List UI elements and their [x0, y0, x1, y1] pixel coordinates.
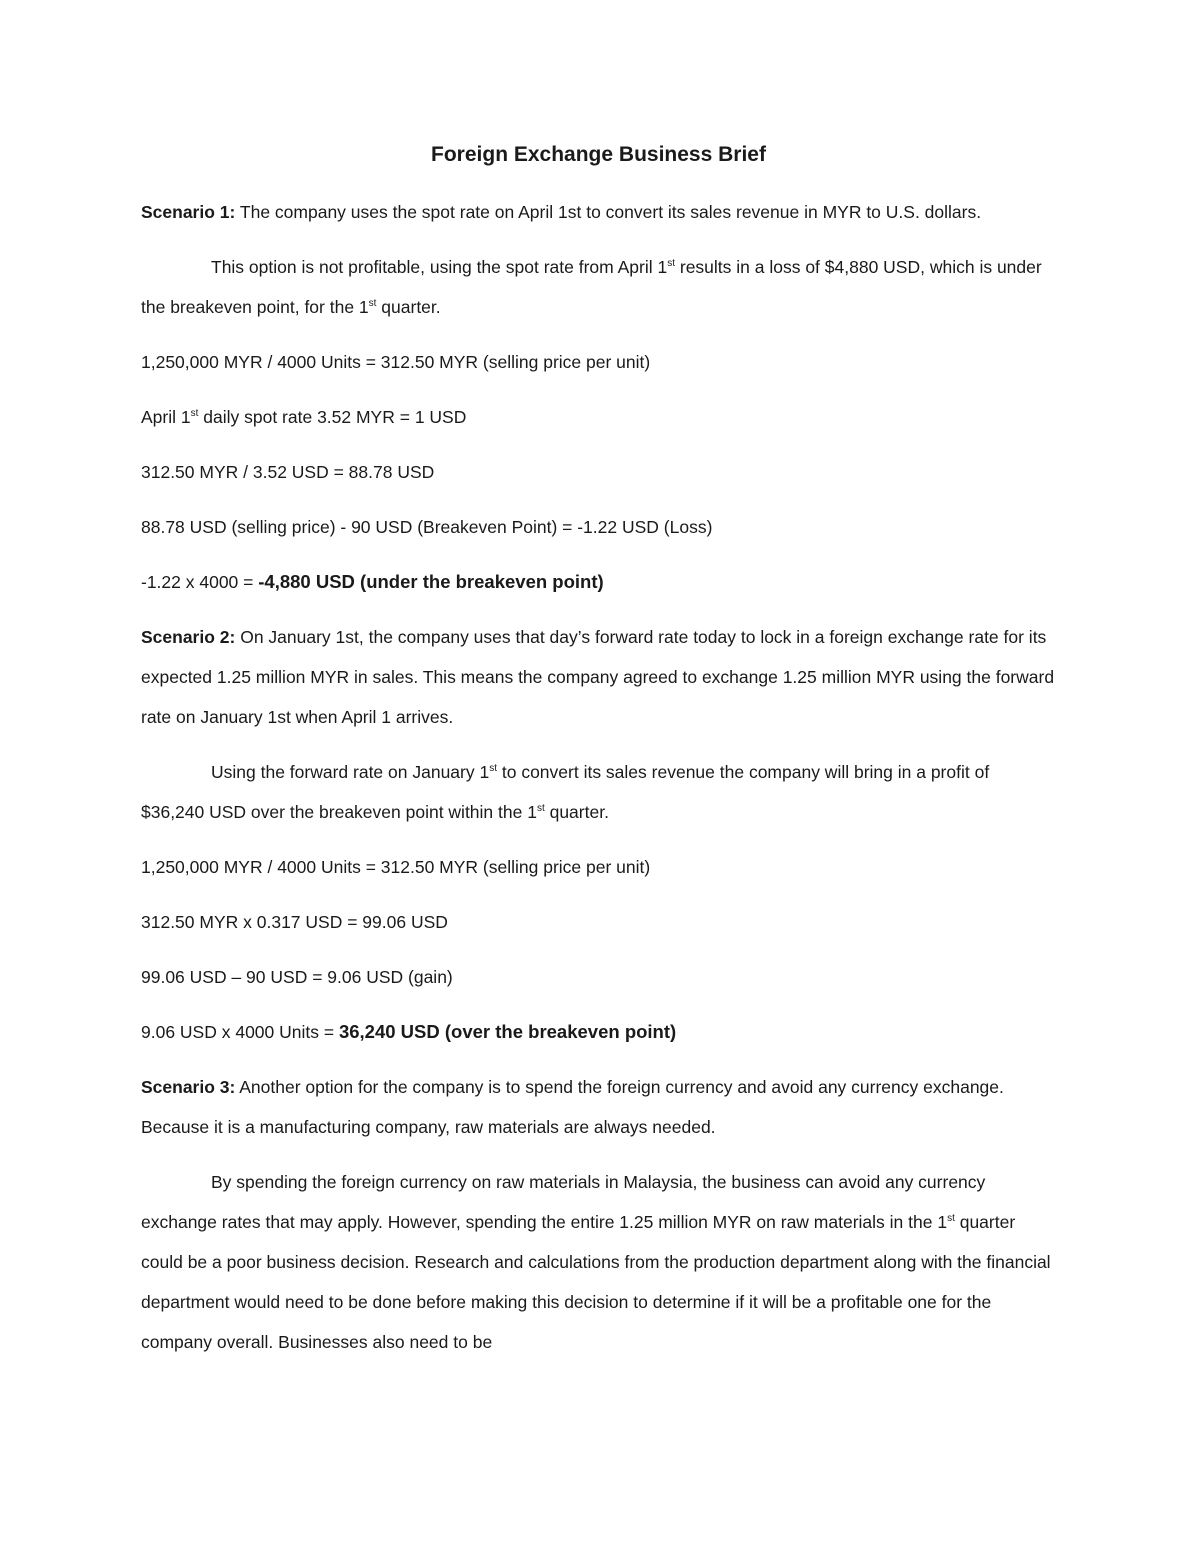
superscript: st [947, 1213, 955, 1225]
scenario-2-text: On January 1st, the company uses that day’s forward rate today to lock in a foreign exchange rate for its expected 1.25 million MYR in sales. This means the company agreed to exchange 1.25 million MYR using the forward rate on January 1st when April 1 arrives. [141, 627, 1055, 727]
scenario-1-calc-5 [141, 562, 1056, 602]
scenario-3-label: Scenario 3: [141, 1077, 236, 1097]
scenario-1-intro [141, 192, 1056, 232]
scenario-2-paragraph-part: quarter. [544, 802, 609, 822]
calc-result: 36,240 USD (over the breakeven point) [338, 1021, 677, 1042]
superscript: st [489, 763, 497, 775]
scenario-1-calc-1: 1,250,000 MYR / 4000 Units = 312.50 MYR (selling price per unit) [141, 352, 651, 372]
document-title: Foreign Exchange Business Brief [431, 143, 766, 166]
calc-part: 9.06 USD x 4000 Units = [141, 1022, 339, 1042]
scenario-1-paragraph [141, 247, 1056, 327]
scenario-1-calc-4: 88.78 USD (selling price) - 90 USD (Breakeven Point) = -1.22 USD (Loss) [141, 517, 713, 537]
scenario-2-calc-2: 312.50 MYR x 0.317 USD = 99.06 USD [141, 912, 448, 932]
scenario-1-label: Scenario 1: [141, 202, 236, 222]
scenario-3-paragraph-part: By spending the foreign currency on raw materials in Malaysia, the business can avoid any currency exchange rates that may apply. However, spending the entire 1.25 million MYR on raw materials in the 1 [141, 1172, 986, 1232]
superscript: st [190, 408, 199, 420]
scenario-2-paragraph-part: to convert its sales revenue the company will bring in a profit of $36,240 USD over the breakeven point within the 1 [141, 762, 990, 822]
scenario-1-paragraph-part: This option is not profitable, using the spot rate from April 1 [211, 257, 668, 277]
calc-part: daily spot rate 3.52 MYR = 1 USD [198, 407, 467, 427]
scenario-3-intro [141, 1067, 1056, 1147]
scenario-1-calc-3: 312.50 MYR / 3.52 USD = 88.78 USD [141, 462, 435, 482]
calc-part: -1.22 x 4000 = [141, 572, 259, 592]
scenario-3-paragraph [141, 1162, 1056, 1362]
superscript: st [667, 258, 675, 270]
superscript: st [536, 803, 545, 815]
scenario-1-text: The company uses the spot rate on April 1st to convert its sales revenue in MYR to U.S. dollars. [235, 202, 982, 222]
scenario-3-paragraph-part: quarter could be a poor business decision. Research and calculations from the production department along with the financial department would need to be done before making this decision to determine if it will be a profitable one for the company overall. Businesses also need to be [141, 1212, 1051, 1352]
scenario-2-label: Scenario 2: [141, 627, 236, 647]
superscript: st [368, 298, 377, 310]
calc-result: -4,880 USD (under the breakeven point) [258, 571, 604, 592]
calc-part: April 1 [141, 407, 191, 427]
scenario-1-paragraph-part: results in a loss of $4,880 USD, which is under the breakeven point, for the 1 [141, 257, 1042, 317]
scenario-2-calc-3: 99.06 USD – 90 USD = 9.06 USD (gain) [141, 967, 453, 987]
scenario-2-intro [141, 617, 1056, 737]
scenario-2-calc-4 [141, 1012, 1056, 1052]
scenario-3-text: Another option for the company is to spend the foreign currency and avoid any currency exchange. Because it is a manufacturing company, raw materials are always needed. [141, 1077, 1004, 1137]
scenario-1-calc-2 [141, 397, 1056, 437]
scenario-2-paragraph [141, 752, 1056, 832]
scenario-2-paragraph-part: Using the forward rate on January 1 [211, 762, 490, 782]
scenario-2-calc-1: 1,250,000 MYR / 4000 Units = 312.50 MYR (selling price per unit) [141, 857, 651, 877]
document-body [141, 140, 1056, 1377]
scenario-1-paragraph-part: quarter. [376, 297, 441, 317]
